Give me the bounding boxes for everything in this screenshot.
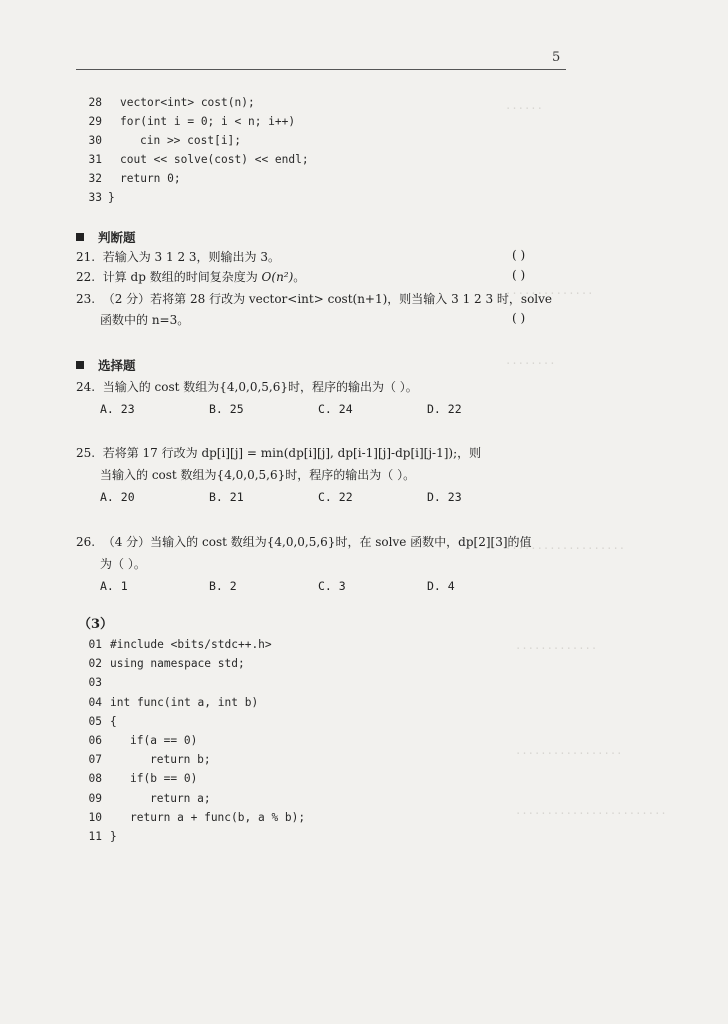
page-number: 5 <box>552 50 561 65</box>
code-line: 10 return a + func(b, a % b); <box>88 810 306 824</box>
code-line: 31 cout << solve(cost) << endl; <box>88 153 309 166</box>
code-line: 04 int func(int a, int b) <box>88 695 259 709</box>
code-line: 02 using namespace std; <box>88 657 245 671</box>
question-25: 25. 若将第 17 行改为 dp[i][j] = min(dp[i][j], dp[i-1][j]-dp[i][j-1]);，则 <box>76 446 482 460</box>
option-25-b: B. 21 <box>209 490 244 504</box>
code-line: 32 return 0; <box>88 172 181 185</box>
answer-paren-23: ( ) <box>512 311 526 325</box>
question-26-line2: 为（ ）。 <box>100 557 146 571</box>
code-line: 03 <box>88 676 102 690</box>
option-24-d: D. 22 <box>427 402 462 416</box>
option-24-b: B. 25 <box>209 402 244 416</box>
question-26: 26. （4 分）当输入的 cost 数组为{4,0,0,5,6}时，在 solve 函数中，dp[2][3]的值 <box>76 535 532 549</box>
question-23-line2: 函数中的 n=3。 <box>100 313 190 327</box>
question-25-line2: 当输入的 cost 数组为{4,0,0,5,6}时，程序的输出为（ ）。 <box>100 468 416 482</box>
option-25-c: C. 22 <box>318 490 353 504</box>
option-25-d: D. 23 <box>427 490 462 504</box>
question-22: 22. 计算 dp 数组的时间复杂度为 O(n²)。 <box>76 270 306 284</box>
option-25-a: A. 20 <box>100 490 135 504</box>
code-line: 08 if(b == 0) <box>88 772 198 786</box>
section-title-true-false: 判断题 <box>76 228 136 246</box>
code-line: 33 } <box>88 191 115 204</box>
option-24-a: A. 23 <box>100 402 135 416</box>
code-line: 01 #include <bits/stdc++.h> <box>88 638 272 651</box>
code-line: 07 return b; <box>88 753 211 767</box>
question-23: 23. （2 分）若将第 28 行改为 vector<int> cost(n+1)，则当输入 3 1 2 3 时，solve <box>76 292 553 306</box>
code-line: 09 return a; <box>88 791 211 805</box>
code-line: 30 cin >> cost[i]; <box>88 134 242 147</box>
question-21: 21. 若输入为 3 1 2 3，则输出为 3。 <box>76 250 280 264</box>
code-line: 28 vector<int> cost(n); <box>88 96 255 109</box>
code-line: 06 if(a == 0) <box>88 734 198 747</box>
square-bullet-icon <box>76 233 84 241</box>
answer-paren-21: ( ) <box>512 248 526 262</box>
code-line: 29 for(int i = 0; i < n; i++) <box>88 115 296 128</box>
option-26-c: C. 3 <box>318 579 346 593</box>
header-rule <box>76 69 566 70</box>
option-26-d: D. 4 <box>427 579 455 593</box>
answer-paren-22: ( ) <box>512 268 526 282</box>
section-title-multiple-choice: 选择题 <box>76 356 136 374</box>
code-line: 05 { <box>88 714 117 728</box>
question-24: 24. 当输入的 cost 数组为{4,0,0,5,6}时，程序的输出为（ ）。 <box>76 380 418 394</box>
option-26-a: A. 1 <box>100 579 128 593</box>
square-bullet-icon <box>76 361 84 369</box>
option-26-b: B. 2 <box>209 579 237 593</box>
option-24-c: C. 24 <box>318 402 353 416</box>
code-line: 11 } <box>88 830 117 843</box>
section-label-3: （3） <box>78 617 114 632</box>
